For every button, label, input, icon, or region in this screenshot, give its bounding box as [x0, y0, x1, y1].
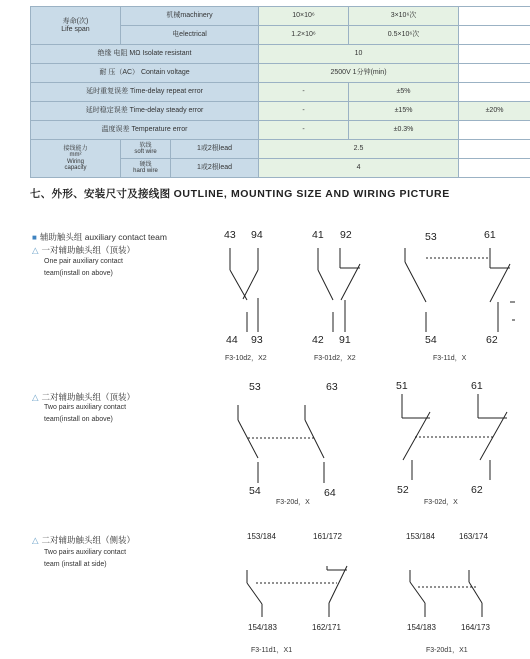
- repeat-error-label: 延时重复误差 Time-delay repeat error: [31, 83, 259, 102]
- withstand-value: 2500V 1分钟(min): [259, 64, 459, 83]
- insulation-label: 绝缘 电阻 MΩ Isolate resistant: [31, 45, 259, 64]
- d7-terminal-153-184: 153/184: [406, 532, 435, 541]
- triangle-bullet-icon: △: [32, 245, 39, 255]
- life-span-label: 寿命(次) Life span: [31, 7, 121, 45]
- repeat-error-v2: ±5%: [349, 83, 459, 102]
- section-heading: 七、外形、安装尺寸及接线图 OUTLINE, MOUNTING SIZE AND WIRING PICTURE: [30, 188, 450, 200]
- d7-terminal-154-183: 154/183: [407, 623, 436, 632]
- d2-terminal-92: 92: [340, 229, 352, 241]
- d1-terminal-44: 44: [226, 334, 238, 346]
- d3-caption: F3-11d，X: [433, 355, 467, 362]
- d6-terminal-161-172: 161/172: [313, 532, 342, 541]
- d6-terminal-162-171: 162/171: [312, 623, 341, 632]
- elec-label: 电electrical: [121, 26, 259, 45]
- d6-terminal-154-183: 154/183: [248, 623, 277, 632]
- steady-error-v3: ±20%: [459, 102, 530, 121]
- diagram-f3-10d2: [230, 248, 258, 332]
- steady-error-v2: ±15%: [349, 102, 459, 121]
- temp-error-label: 温度误差 Temperature error: [31, 121, 259, 140]
- hard-wire-label: 硬线 hard wire: [121, 159, 171, 178]
- d4-terminal-63: 63: [326, 381, 338, 393]
- d3-terminal-53: 53: [425, 231, 437, 243]
- mech-value: 10×10⁶: [259, 7, 349, 26]
- group1-title: ■ 辅助触头组 auxiliary contact team: [32, 232, 167, 242]
- d3-terminal-61: 61: [484, 229, 496, 241]
- group1-sub-zh: △ 一对辅助触头组（顶装）: [32, 245, 136, 255]
- withstand-label: 耐 压（AC） Contain voltage: [31, 64, 259, 83]
- d7-caption: F3-20d1，X1: [426, 647, 468, 654]
- d5-caption: F3-02d，X: [424, 499, 458, 506]
- group1-sub-en2: team(install on above): [44, 270, 113, 277]
- d3-terminal-62: 62: [486, 334, 498, 346]
- repeat-error-v1: -: [259, 83, 349, 102]
- elec-value2: 0.5×10⁶次: [349, 26, 459, 45]
- group3-sub-en2: team (install at side): [44, 561, 107, 568]
- group1-sub-en1: One pair auxiliary contact: [44, 258, 123, 265]
- group3-sub-zh: △ 二对辅助触头组（侧装）: [32, 535, 136, 545]
- square-bullet-icon: ■: [32, 233, 37, 242]
- temp-error-v2: ±0.3%: [349, 121, 459, 140]
- diagram-f3-20d: [238, 405, 324, 483]
- soft-lead: 1或2根lead: [171, 140, 259, 159]
- d4-caption: F3-20d，X: [276, 499, 310, 506]
- d6-terminal-153-184: 153/184: [247, 532, 276, 541]
- d2-terminal-41: 41: [312, 229, 324, 241]
- insulation-value: 10: [259, 45, 459, 64]
- diagram-f3-11d: [405, 248, 515, 332]
- d1-terminal-94: 94: [251, 229, 263, 241]
- d2-terminal-42: 42: [312, 334, 324, 346]
- group3-sub-en1: Two pairs auxiliary contact: [44, 549, 127, 556]
- d5-terminal-62: 62: [471, 484, 483, 496]
- soft-wire-value: 2.5: [259, 140, 459, 159]
- d7-terminal-164-173: 164/173: [461, 623, 490, 632]
- d5-terminal-61: 61: [471, 380, 483, 392]
- d1-terminal-93: 93: [251, 334, 263, 346]
- d7-terminal-163-174: 163/174: [459, 532, 488, 541]
- d4-terminal-54: 54: [249, 485, 261, 497]
- group2-sub-en2: team(install on above): [44, 416, 113, 423]
- d2-terminal-91: 91: [339, 334, 351, 346]
- d5-terminal-52: 52: [397, 484, 409, 496]
- steady-error-label: 延时稳定误差 Time-delay steady error: [31, 102, 259, 121]
- hard-lead: 1或2根lead: [171, 159, 259, 178]
- triangle-bullet-icon: △: [32, 392, 39, 402]
- mech-value2: 3×10⁶次: [349, 7, 459, 26]
- mech-label: 机械machinery: [121, 7, 259, 26]
- group2-sub-zh: △ 二对辅助触头组（顶装）: [32, 392, 136, 402]
- diagram-f3-02d: [402, 394, 507, 480]
- diagram-f3-20d1: [410, 570, 482, 617]
- d2-caption: F3-01d2，X2: [314, 355, 356, 362]
- group2-sub-en1: Two pairs auxiliary contact: [44, 404, 127, 411]
- d6-caption: F3-11d1，X1: [251, 647, 293, 654]
- d1-caption: F3-10d2，X2: [225, 355, 267, 362]
- d4-terminal-53: 53: [249, 381, 261, 393]
- hard-wire-value: 4: [259, 159, 459, 178]
- d5-terminal-51: 51: [396, 380, 408, 392]
- soft-wire-label: 软线 soft wire: [121, 140, 171, 159]
- diagram-f3-01d2: [318, 248, 360, 332]
- d3-terminal-54: 54: [425, 334, 437, 346]
- d1-terminal-43: 43: [224, 229, 236, 241]
- diagram-f3-11d1: [247, 566, 347, 617]
- d4-terminal-64: 64: [324, 487, 336, 499]
- triangle-bullet-icon: △: [32, 535, 39, 545]
- steady-error-v1: -: [259, 102, 349, 121]
- elec-value: 1.2×10⁶: [259, 26, 349, 45]
- wiring-label: 接线能力 mm² Wiring capacity: [31, 140, 121, 178]
- temp-error-v1: -: [259, 121, 349, 140]
